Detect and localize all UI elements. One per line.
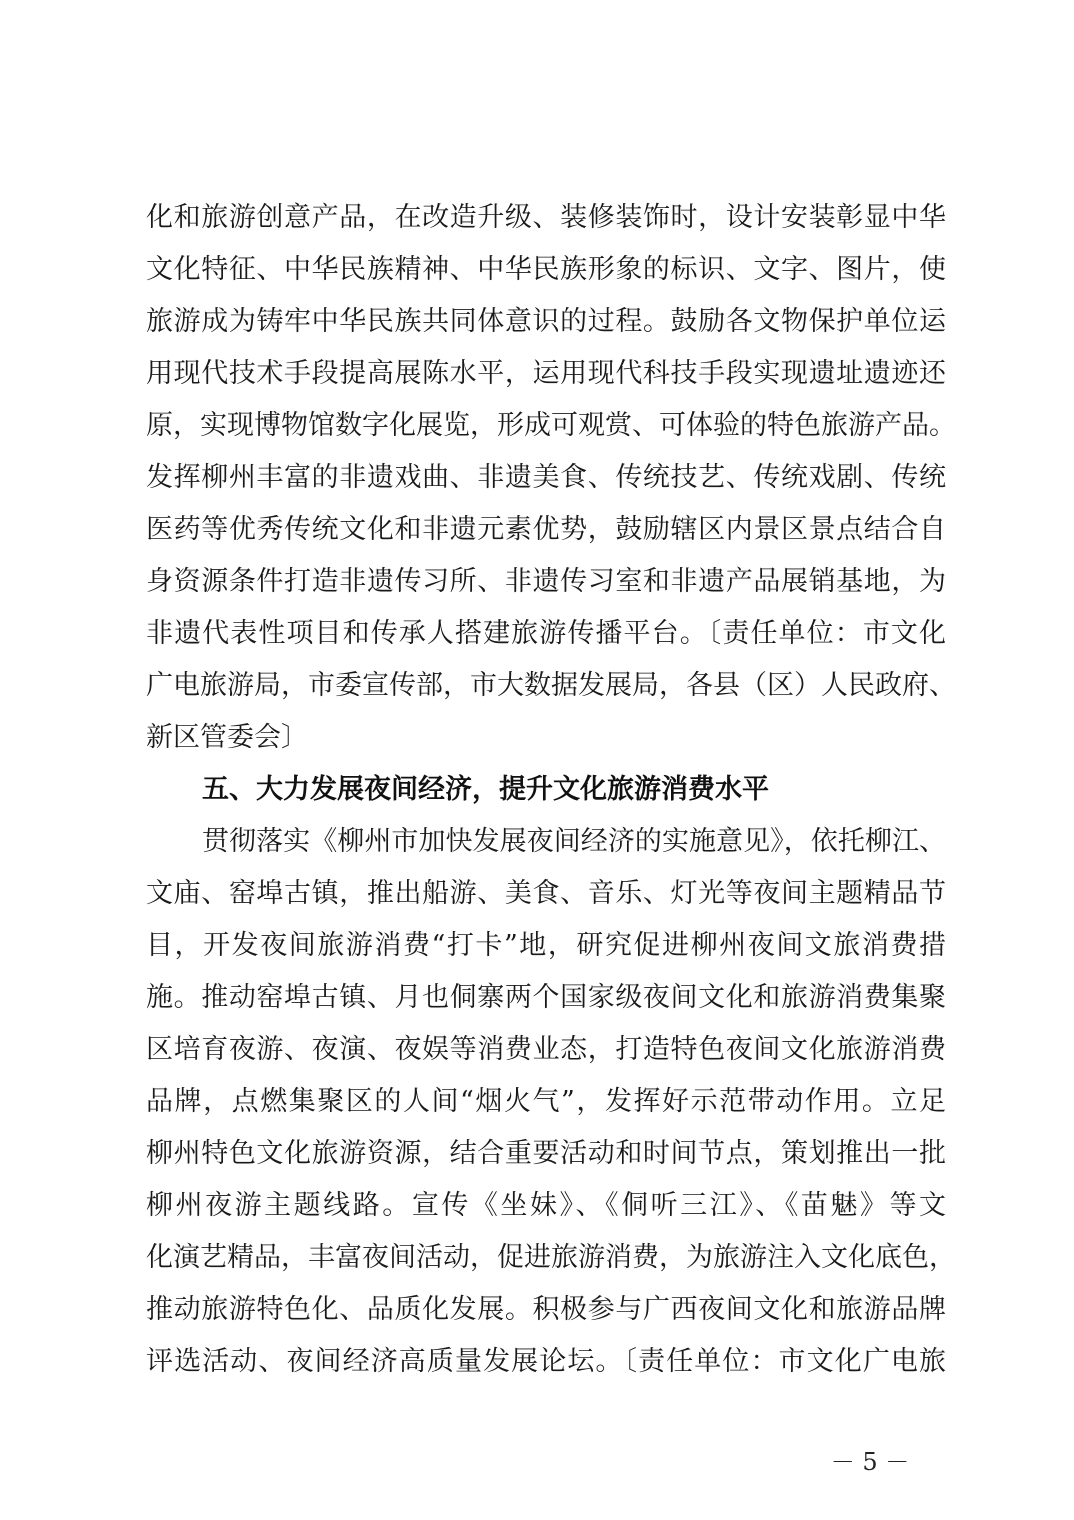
- paragraph-line: 柳州特色文化旅游资源，结合重要活动和时间节点，策划推出一批: [146, 1138, 946, 1169]
- paragraph-line: 推动旅游特色化、品质化发展。积极参与广西夜间文化和旅游品牌: [146, 1294, 946, 1325]
- paragraph-line: 施。推动窑埠古镇、月也侗寨两个国家级夜间文化和旅游消费集聚: [146, 982, 946, 1013]
- paragraph-line: 医药等优秀传统文化和非遗元素优势，鼓励辖区内景区景点结合自: [146, 514, 946, 545]
- paragraph-line: 文庙、窑埠古镇，推出船游、美食、音乐、灯光等夜间主题精品节: [146, 878, 946, 909]
- page-number: － 5 －: [830, 1448, 910, 1476]
- paragraph-line: 非遗代表性项目和传承人搭建旅游传播平台。〔责任单位：市文化: [146, 618, 946, 649]
- paragraph-line: 发挥柳州丰富的非遗戏曲、非遗美食、传统技艺、传统戏剧、传统: [146, 462, 946, 493]
- paragraph-line: 原，实现博物馆数字化展览，形成可观赏、可体验的特色旅游产品。: [146, 410, 956, 441]
- paragraph-line: 目，开发夜间旅游消费“打卡”地，研究促进柳州夜间文旅消费措: [146, 930, 946, 961]
- paragraph-line: 新区管委会〕: [146, 722, 308, 753]
- paragraph-line: 贯彻落实《柳州市加快发展夜间经济的实施意见》，依托柳江、: [202, 826, 946, 857]
- paragraph-line: 用现代技术手段提高展陈水平，运用现代科技手段实现遗址遗迹还: [146, 358, 946, 389]
- paragraph-line: 广电旅游局，市委宣传部，市大数据发展局，各县（区）人民政府、: [146, 670, 956, 701]
- paragraph-line: 区培育夜游、夜演、夜娱等消费业态，打造特色夜间文化旅游消费: [146, 1034, 946, 1065]
- paragraph-line: 文化特征、中华民族精神、中华民族形象的标识、文字、图片，使: [146, 254, 946, 285]
- paragraph-line: 化和旅游创意产品，在改造升级、装修装饰时，设计安装彰显中华: [146, 202, 946, 233]
- paragraph-line: 柳州夜游主题线路。宣传《坐妹》、《侗听三江》、《苗魅》等文: [146, 1190, 946, 1221]
- paragraph-line: 评选活动、夜间经济高质量发展论坛。〔责任单位：市文化广电旅: [146, 1346, 946, 1377]
- paragraph-line: 身资源条件打造非遗传习所、非遗传习室和非遗产品展销基地，为: [146, 566, 946, 597]
- paragraph-line: 化演艺精品，丰富夜间活动，促进旅游消费，为旅游注入文化底色，: [146, 1242, 956, 1273]
- paragraph-line: 品牌，点燃集聚区的人间“烟火气”，发挥好示范带动作用。立足: [146, 1086, 946, 1117]
- section-heading: 五、大力发展夜间经济，提升文化旅游消费水平: [202, 774, 769, 805]
- paragraph-line: 旅游成为铸牢中华民族共同体意识的过程。鼓励各文物保护单位运: [146, 306, 946, 337]
